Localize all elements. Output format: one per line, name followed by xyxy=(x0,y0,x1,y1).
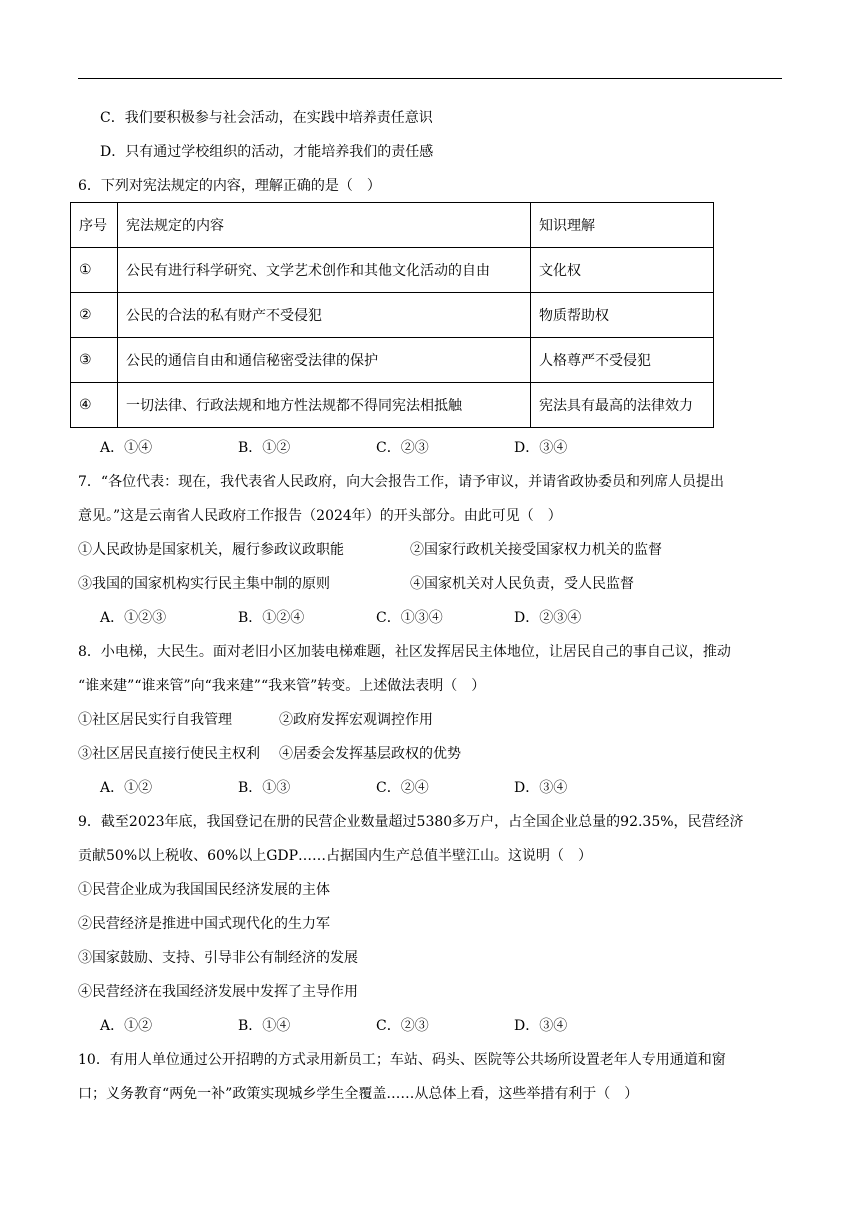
q10-stem-line2: 口；义务教育“两免一补”政策实现城乡学生全覆盖……从总体上看，这些举措有利于（ ） xyxy=(78,1086,639,1102)
q7-stem-line2: 意见。”这是云南省人民政府工作报告（2024年）的开头部分。由此可见（ ） xyxy=(78,508,562,524)
q9-option-c: C．②③ xyxy=(376,1018,429,1034)
q6-stem: 6．下列对宪法规定的内容，理解正确的是（ ） xyxy=(78,178,381,194)
table-row xyxy=(71,338,714,383)
table-header-cell: 知识理解 xyxy=(531,203,714,248)
q8-statements-row2 xyxy=(78,744,782,764)
q8-option-b: B．①③ xyxy=(238,780,291,796)
q6-option-c: C．②③ xyxy=(376,440,429,456)
q8-options xyxy=(78,778,782,798)
q9-statement-4: ④民营经济在我国经济发展中发挥了主导作用 xyxy=(78,984,358,1000)
q9-statement-2: ②民营经济是推进中国式现代化的生力军 xyxy=(78,916,330,932)
q10-stem-line1: 10．有用人单位通过公开招聘的方式录用新员工；车站、码头、医院等公共场所设置老年人专用通道和窗 xyxy=(78,1052,726,1068)
q5-option-d: D．只有通过学校组织的活动，才能培养我们的责任感 xyxy=(100,144,434,160)
q8-stem-line2: “谁来建”“谁来管”向“我来建”“我来管”转变。上述做法表明（ ） xyxy=(78,678,486,694)
table-header-cell: 序号 xyxy=(71,203,118,248)
q7-statement-4: ④国家机关对人民负责，受人民监督 xyxy=(410,576,634,592)
q7-statements-row1 xyxy=(78,540,782,560)
q8-option-d: D．③④ xyxy=(514,780,568,796)
q7-option-b: B．①②④ xyxy=(238,610,305,626)
q7-option-a: A．①②③ xyxy=(100,610,167,626)
table-row xyxy=(71,293,714,338)
q8-statements-row1 xyxy=(78,710,782,730)
header-rule xyxy=(78,78,782,79)
q8-statement-1: ①社区居民实行自我管理 xyxy=(78,712,232,728)
q8-statement-4: ④居委会发挥基层政权的优势 xyxy=(279,746,461,762)
q9-statement-1: ①民营企业成为我国国民经济发展的主体 xyxy=(78,882,330,898)
q6-options xyxy=(78,438,782,458)
q9-option-a: A．①② xyxy=(100,1018,153,1034)
table-cell: 文化权 xyxy=(531,248,714,293)
table-cell: ② xyxy=(71,293,118,338)
q9-stem-line1: 9．截至2023年底，我国登记在册的民营企业数量超过5380多万户，占全国企业总量的92.35%，民营经济 xyxy=(78,814,744,830)
q8-stem xyxy=(78,635,782,703)
table-row xyxy=(71,248,714,293)
q9-option-d: D．③④ xyxy=(514,1018,568,1034)
q8-statement-3: ③社区居民直接行使民主权利 xyxy=(78,746,260,762)
table-cell: 一切法律、行政法规和地方性法规都不得同宪法相抵触 xyxy=(118,383,531,428)
q9-statement-3: ③国家鼓励、支持、引导非公有制经济的发展 xyxy=(78,950,358,966)
q9-option-b: B．①④ xyxy=(238,1018,291,1034)
table-cell: ① xyxy=(71,248,118,293)
exam-page xyxy=(78,108,782,1111)
q7-statement-3: ③我国的国家机构实行民主集中制的原则 xyxy=(78,576,330,592)
q10-stem xyxy=(78,1043,782,1111)
q8-statement-2: ②政府发挥宏观调控作用 xyxy=(279,712,433,728)
table-cell: 人格尊严不受侵犯 xyxy=(531,338,714,383)
q8-stem-line1: 8．小电梯，大民生。面对老旧小区加装电梯难题，社区发挥居民主体地位，让居民自己的事自己议，推动 xyxy=(78,644,731,660)
table-header-cell: 宪法规定的内容 xyxy=(118,203,531,248)
q7-statements-row2 xyxy=(78,574,782,594)
q6-option-a: A．①④ xyxy=(100,440,153,456)
q9-stem-line2: 贡献50%以上税收、60%以上GDP……占据国内生产总值半壁江山。这说明（ ） xyxy=(78,848,593,864)
table-row xyxy=(71,383,714,428)
q5-option-c: C．我们要积极参与社会活动，在实践中培养责任意识 xyxy=(100,110,433,126)
q6-table xyxy=(70,202,714,428)
q8-option-a: A．①② xyxy=(100,780,153,796)
q9-options xyxy=(78,1016,782,1036)
table-cell: ④ xyxy=(71,383,118,428)
q7-statement-1: ①人民政协是国家机关，履行参政议政职能 xyxy=(78,542,344,558)
q8-option-c: C．②④ xyxy=(376,780,429,796)
table-cell: 公民有进行科学研究、文学艺术创作和其他文化活动的自由 xyxy=(118,248,531,293)
q7-stem xyxy=(78,465,782,533)
q7-option-d: D．②③④ xyxy=(514,610,582,626)
table-header-row xyxy=(71,203,714,248)
q7-statement-2: ②国家行政机关接受国家权力机关的监督 xyxy=(410,542,662,558)
table-cell: 公民的合法的私有财产不受侵犯 xyxy=(118,293,531,338)
q6-option-b: B．①② xyxy=(238,440,291,456)
table-cell: 公民的通信自由和通信秘密受法律的保护 xyxy=(118,338,531,383)
q7-option-c: C．①③④ xyxy=(376,610,443,626)
table-cell: ③ xyxy=(71,338,118,383)
table-cell: 宪法具有最高的法律效力 xyxy=(531,383,714,428)
q6-option-d: D．③④ xyxy=(514,440,568,456)
q9-stem xyxy=(78,805,782,873)
q7-stem-line1: 7．“各位代表：现在，我代表省人民政府，向大会报告工作，请予审议，并请省政协委员和列席人员提出 xyxy=(78,474,725,490)
table-cell: 物质帮助权 xyxy=(531,293,714,338)
q7-options xyxy=(78,608,782,628)
